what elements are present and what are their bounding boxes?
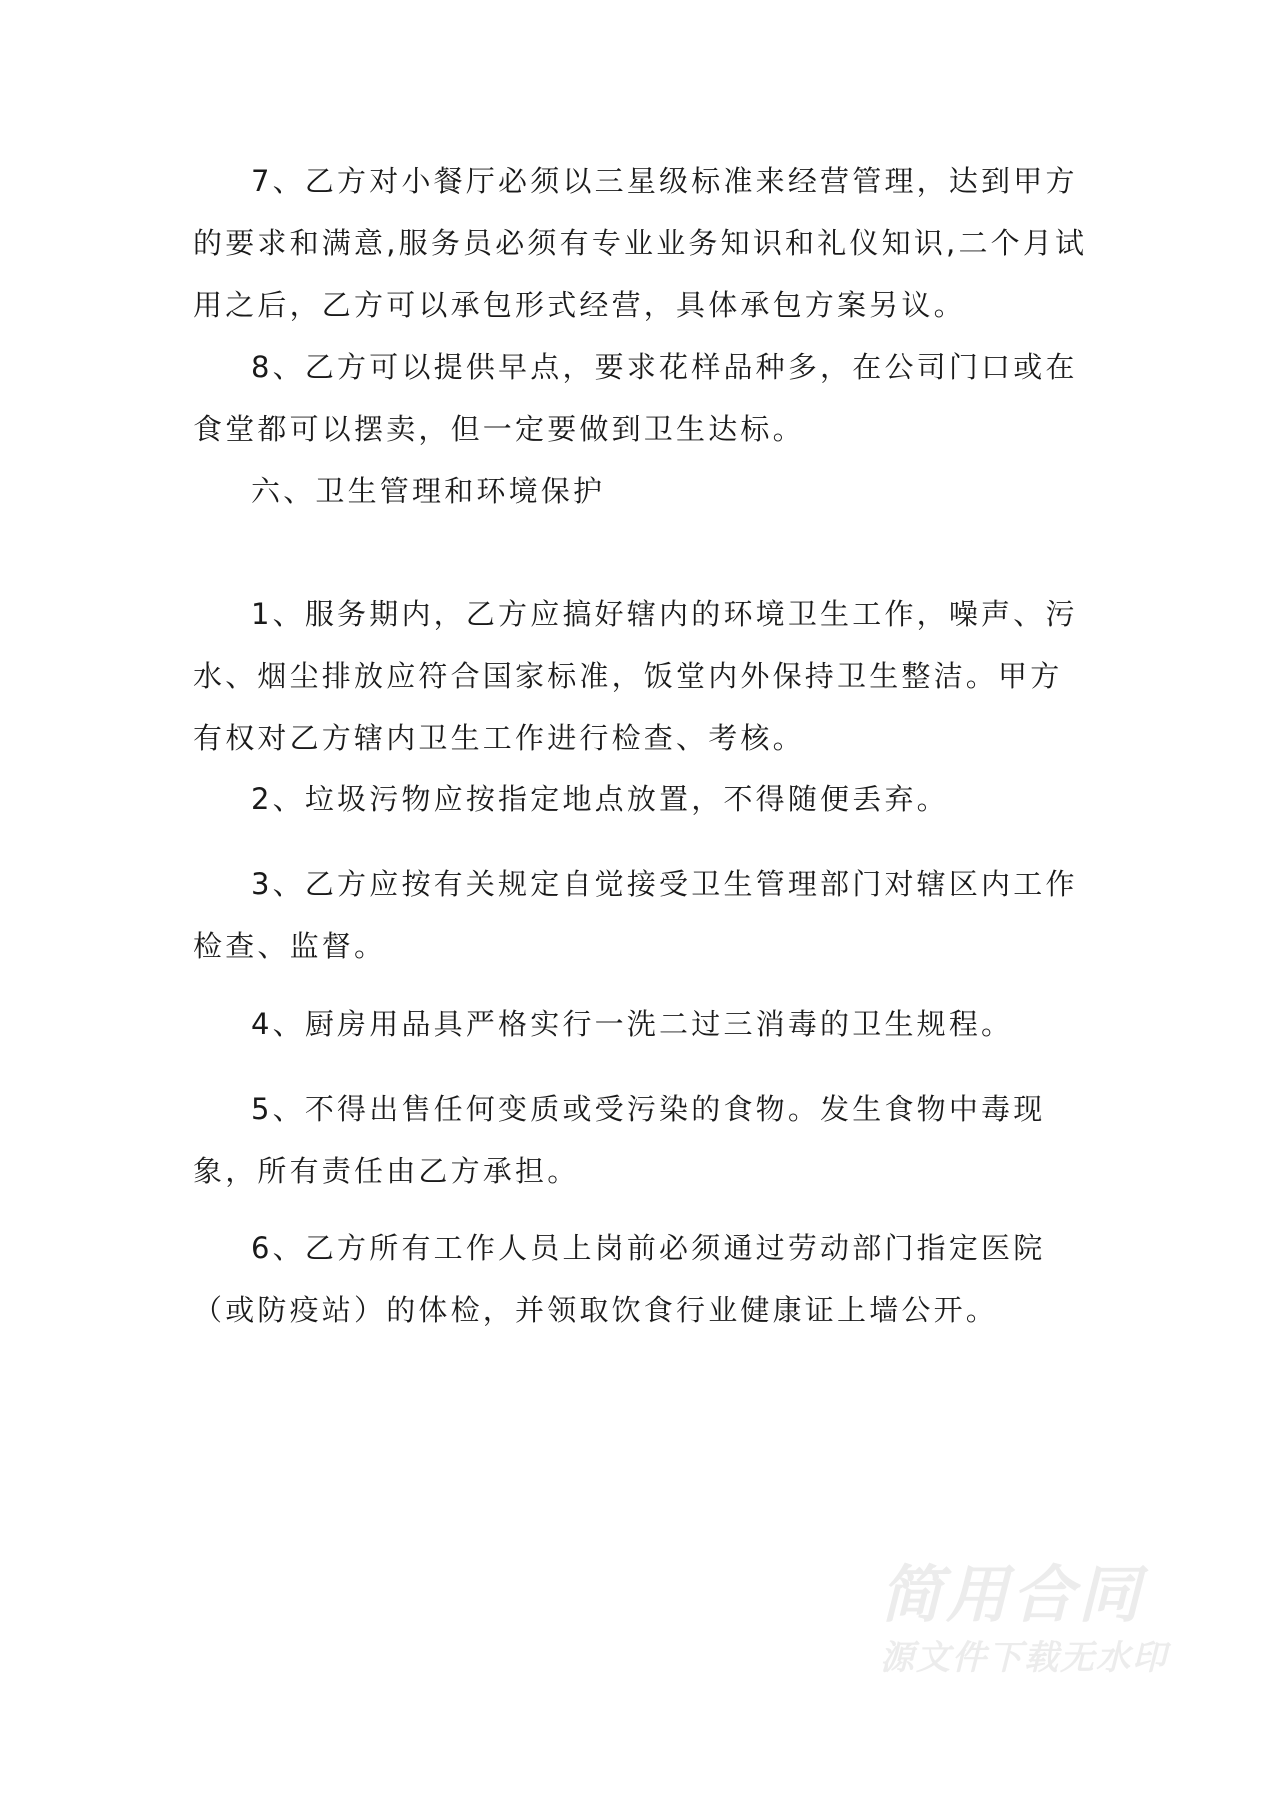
paragraph-section6-clause-5: 5、不得出售任何变质或受污染的食物。发生食物中毒现象，所有责任由乙方承担。 bbox=[193, 1092, 1046, 1188]
paragraph-clause-7: 7、乙方对小餐厅必须以三星级标准来经营管理，达到甲方的要求和满意,服务员必须有专业业务知识和礼仪知识,二个月试用之后，乙方可以承包形式经营，具体承包方案另议。 bbox=[193, 164, 1088, 322]
watermark bbox=[880, 1560, 1200, 1680]
paragraph-clause-8: 8、乙方可以提供早点，要求花样品种多，在公司门口或在食堂都可以摆卖，但一定要做到卫生达标。 bbox=[193, 350, 1078, 446]
paragraph-section6-clause-3: 3、乙方应按有关规定自觉接受卫生管理部门对辖区内工作检查、监督。 bbox=[193, 867, 1078, 963]
watermark-subtitle: 源文件下载无水印 bbox=[880, 1638, 1168, 1678]
paragraph-section6-clause-1: 1、服务期内，乙方应搞好辖内的环境卫生工作，噪声、污水、烟尘排放应符合国家标准，饭堂内外保持卫生整洁。甲方有权对乙方辖内卫生工作进行检查、考核。 bbox=[193, 597, 1078, 755]
paragraph-section6-clause-4: 4、厨房用品具严格实行一洗二过三消毒的卫生规程。 bbox=[251, 1007, 1014, 1041]
paragraph-section6-clause-2: 2、垃圾污物应按指定地点放置，不得随便丢弃。 bbox=[251, 782, 949, 816]
paragraph-section6-clause-6: 6、乙方所有工作人员上岗前必须通过劳动部门指定医院（或防疫站）的体检，并领取饮食行业健康证上墙公开。 bbox=[193, 1231, 1046, 1327]
section-heading-6: 六、卫生管理和环境保护 bbox=[251, 474, 606, 508]
watermark-title: 简用合同 bbox=[880, 1558, 1145, 1631]
